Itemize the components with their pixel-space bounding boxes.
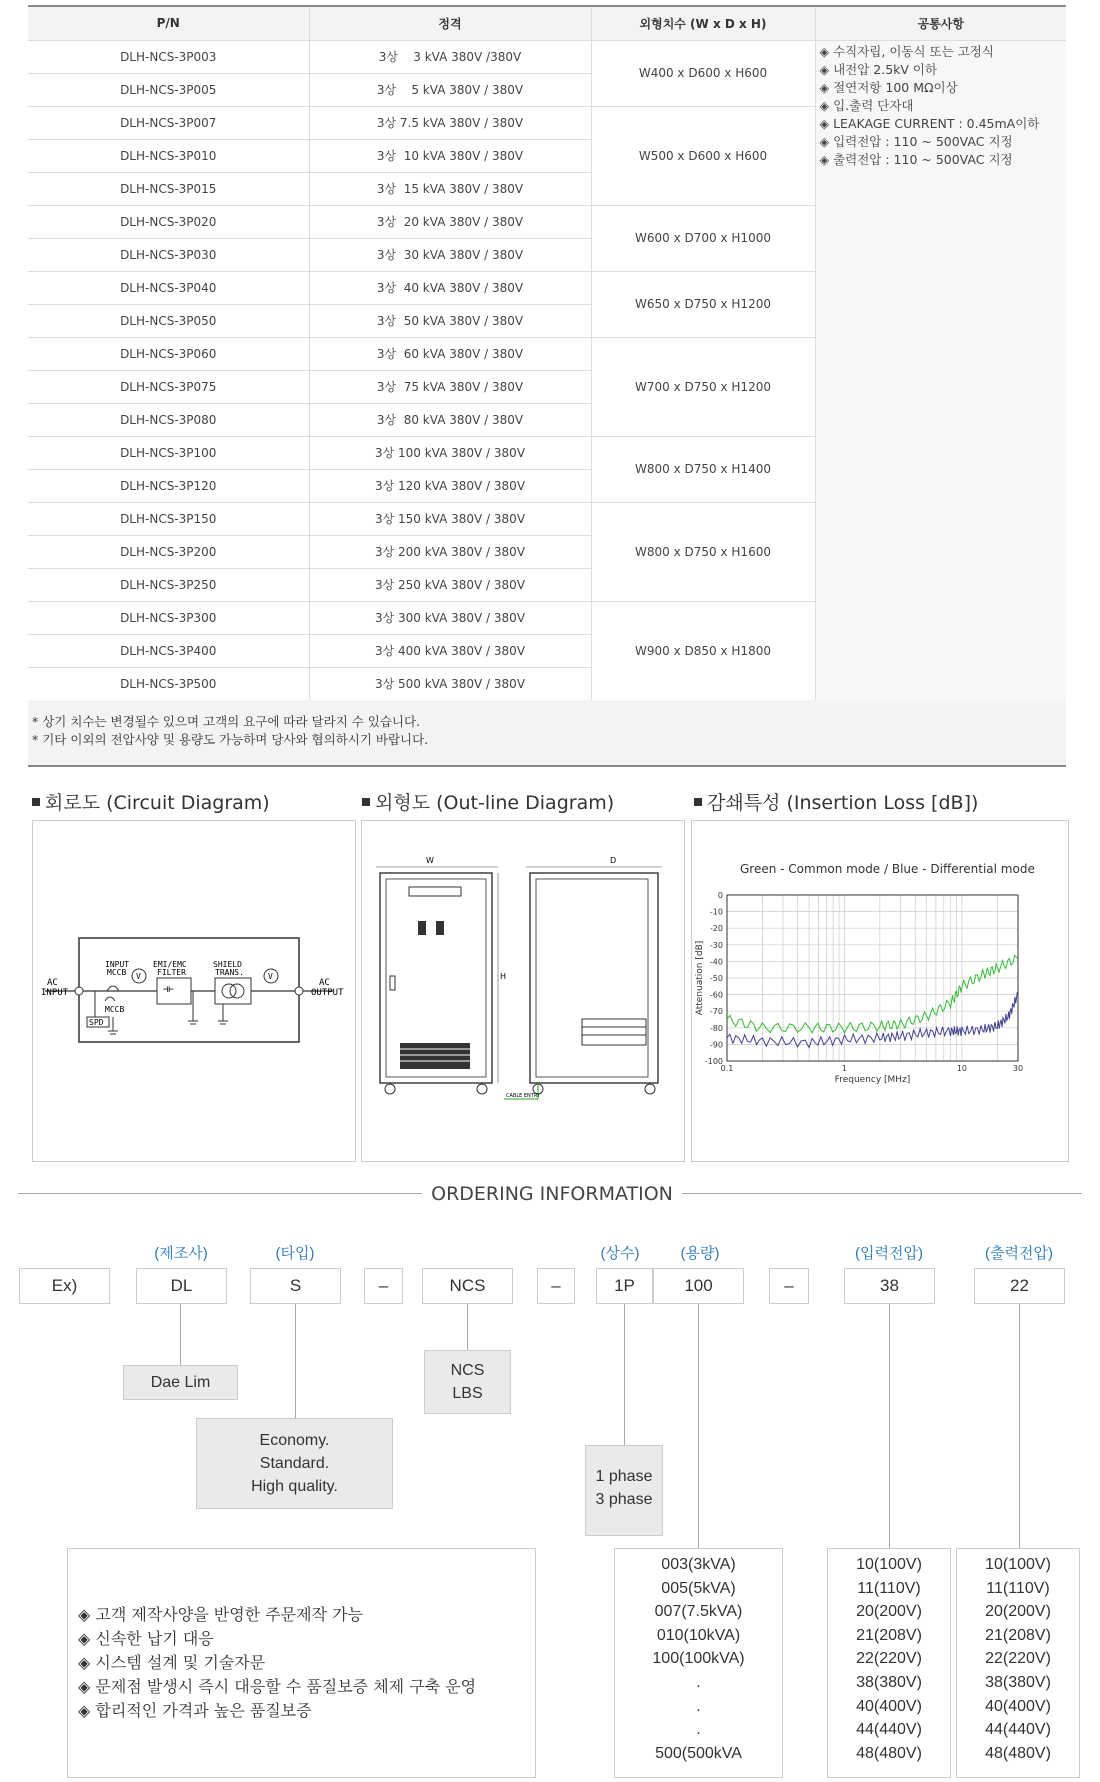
- pn-cell: DLH-NCS-3P040: [28, 271, 309, 304]
- dimension-cell: W650 x D750 x H1200: [591, 271, 815, 337]
- y-tick-label: -20: [709, 924, 723, 934]
- depth-label: D: [610, 856, 617, 865]
- output-voltage-list: [956, 1548, 1080, 1778]
- feature-item: ◈ 문제점 발생시 즉시 대응할 수 품질보증 체제 구축 운영: [78, 1677, 477, 1696]
- pn-cell: DLH-NCS-3P060: [28, 337, 309, 370]
- common-spec-item: ◈ 출력전압 : 110 ~ 500VAC 지정: [819, 151, 1013, 167]
- feature-item: ◈ 고객 제작사양을 반영한 주문제작 가능: [78, 1605, 364, 1624]
- pn-cell: DLH-NCS-3P300: [28, 601, 309, 634]
- type-label: (타입): [275, 1245, 315, 1262]
- phase-description: 1 phase 3 phase: [585, 1445, 663, 1536]
- common-spec-item: ◈ 절연저항 100 MΩ이상: [819, 79, 958, 95]
- dimension-cell: W500 x D600 x H600: [591, 106, 815, 205]
- input-voltage-label: (입력전압): [855, 1245, 923, 1262]
- ac-input-label: AC INPUT: [41, 978, 69, 998]
- y-tick-label: -70: [709, 1007, 723, 1017]
- y-tick-label: -100: [704, 1057, 723, 1066]
- pn-cell: DLH-NCS-3P030: [28, 238, 309, 271]
- capacity-list: [614, 1548, 783, 1778]
- y-tick-label: 0: [717, 891, 723, 900]
- capacity-label: (용량): [680, 1245, 720, 1262]
- connector-line: [889, 1304, 890, 1548]
- spec-table: [28, 5, 1066, 701]
- capacity-option: 500(500kVA: [655, 1744, 742, 1762]
- outline-diagram: [362, 821, 686, 1163]
- output-voltage-option: 21(208V): [985, 1626, 1051, 1644]
- common-specs-cell: [815, 40, 1066, 700]
- feature-item: ◈ 신속한 납기 대응: [78, 1629, 214, 1648]
- input-voltage-option: 11(110V): [857, 1579, 921, 1597]
- pn-cell: DLH-NCS-3P050: [28, 304, 309, 337]
- square-bullet-icon: [362, 798, 370, 806]
- common-spec-item: ◈ 내전압 2.5kV 이하: [819, 61, 938, 77]
- pn-cell: DLH-NCS-3P005: [28, 73, 309, 106]
- order-divider-left: [18, 1193, 422, 1194]
- dimension-cell: W800 x D750 x H1400: [591, 436, 815, 502]
- rating-cell: 3상 80 kVA 380V / 380V: [309, 403, 591, 436]
- feature-item: ◈ 시스템 설계 및 기술자문: [78, 1653, 266, 1672]
- y-tick-label: -10: [709, 907, 723, 917]
- input-voltage-option: 20(200V): [856, 1603, 922, 1621]
- rating-cell: 3상 15 kVA 380V / 380V: [309, 172, 591, 205]
- chart-title: Green - Common mode / Blue - Differential mode: [740, 862, 1035, 876]
- capacity-box: 100: [653, 1268, 744, 1304]
- output-voltage-option: 38(380V): [985, 1673, 1051, 1691]
- ordering-title: ORDERING INFORMATION: [431, 1183, 673, 1205]
- dimension-cell: W600 x D700 x H1000: [591, 205, 815, 271]
- input-voltage-option: 10(100V): [856, 1556, 922, 1573]
- pn-cell: DLH-NCS-3P250: [28, 568, 309, 601]
- rating-cell: 3상 60 kVA 380V / 380V: [309, 337, 591, 370]
- svg-text:V: V: [268, 972, 273, 981]
- model-description: NCS LBS: [424, 1350, 511, 1414]
- insertion-loss-chart: [692, 821, 1070, 1163]
- shield-trans-label: SHIELD TRANS.: [213, 960, 244, 977]
- capacity-option: 100(100kVA): [652, 1650, 745, 1668]
- output-voltage-option: 11(110V): [986, 1579, 1050, 1597]
- type-description: Economy. Standard. High quality.: [196, 1418, 393, 1509]
- x-tick-label: 10: [956, 1064, 968, 1073]
- output-voltage-option: 48(480V): [985, 1744, 1051, 1762]
- input-voltage-option: 38(380V): [856, 1673, 922, 1691]
- dash-box: –: [537, 1268, 575, 1304]
- rating-cell: 3상 400 kVA 380V / 380V: [309, 634, 591, 667]
- pn-cell: DLH-NCS-3P150: [28, 502, 309, 535]
- series-line-differential-mode: [727, 992, 1018, 1047]
- filter-label: EMI/EMC FILTER: [153, 960, 187, 977]
- dimension-cell: W800 x D750 x H1600: [591, 502, 815, 601]
- y-tick-label: -50: [709, 974, 723, 983]
- output-voltage-option: 20(200V): [985, 1603, 1051, 1621]
- connector-line: [295, 1304, 296, 1418]
- output-voltage-option: 40(400V): [985, 1697, 1051, 1715]
- ac-output-label: AC OUTPUT: [311, 978, 344, 998]
- model-box: NCS: [422, 1268, 513, 1304]
- output-voltage-box: 22: [974, 1268, 1065, 1304]
- input-voltage-box: 38: [844, 1268, 935, 1304]
- feature-item: ◈ 합리적인 가격과 높은 품질보증: [78, 1701, 312, 1720]
- pn-cell: DLH-NCS-3P007: [28, 106, 309, 139]
- y-tick-label: -30: [709, 940, 723, 950]
- pn-cell: DLH-NCS-3P015: [28, 172, 309, 205]
- capacity-option: 010(10kVA): [656, 1626, 741, 1644]
- rating-cell: 3상 500 kVA 380V / 380V: [309, 667, 591, 700]
- spec-table-body: [28, 40, 1066, 700]
- rating-cell: 3상 75 kVA 380V / 380V: [309, 370, 591, 403]
- pn-cell: DLH-NCS-3P400: [28, 634, 309, 667]
- input-voltage-option: 48(480V): [856, 1744, 922, 1762]
- circuit-diagram-title: 회로도 (Circuit Diagram): [32, 788, 270, 815]
- common-spec-item: ◈ 입.출력 단자대: [819, 97, 914, 113]
- svg-text:⊣⊢: ⊣⊢: [163, 985, 174, 995]
- dash-box: –: [364, 1268, 403, 1304]
- width-label: W: [426, 856, 434, 865]
- rating-cell: 3상 250 kVA 380V / 380V: [309, 568, 591, 601]
- square-bullet-icon: [694, 798, 702, 806]
- phase-box: 1P: [596, 1268, 653, 1304]
- x-tick-label: 1: [841, 1064, 848, 1073]
- common-spec-item: ◈ 입력전압 : 110 ~ 500VAC 지정: [819, 133, 1013, 149]
- output-voltage-option: 44(440V): [985, 1721, 1051, 1739]
- note-line: * 상기 치수는 변경될수 있으며 고객의 요구에 따라 달라지 수 있습니다.: [32, 714, 421, 729]
- pn-cell: DLH-NCS-3P010: [28, 139, 309, 172]
- table-header-row: [28, 6, 1066, 40]
- connector-line: [180, 1304, 181, 1365]
- x-tick-label: 0.1: [720, 1064, 734, 1073]
- input-voltage-list: [827, 1548, 951, 1778]
- connector-line: [624, 1304, 625, 1445]
- pn-cell: DLH-NCS-3P003: [28, 40, 309, 73]
- input-voltage-option: 40(400V): [856, 1697, 922, 1715]
- circuit-diagram: [33, 821, 357, 1163]
- connector-line: [698, 1304, 699, 1548]
- rating-cell: 3상 40 kVA 380V / 380V: [309, 271, 591, 304]
- maker-box: DL: [136, 1268, 227, 1304]
- pn-cell: DLH-NCS-3P100: [28, 436, 309, 469]
- y-tick-label: -60: [709, 990, 723, 1000]
- rating-cell: 3상 200 kVA 380V / 380V: [309, 535, 591, 568]
- dimension-cell: W700 x D750 x H1200: [591, 337, 815, 436]
- connector-line: [467, 1304, 468, 1350]
- y-tick-label: -80: [709, 1023, 723, 1033]
- dash-box: –: [769, 1268, 809, 1304]
- capacity-option: .: [696, 1673, 701, 1691]
- capacity-option: 007(7.5kVA): [654, 1603, 743, 1621]
- rating-cell: 3상 10 kVA 380V / 380V: [309, 139, 591, 172]
- rating-cell: 3상 7.5 kVA 380V / 380V: [309, 106, 591, 139]
- rating-cell: 3상 150 kVA 380V / 380V: [309, 502, 591, 535]
- output-voltage-label: (출력전압): [985, 1245, 1053, 1262]
- mccb-label: MCCB: [105, 1005, 125, 1014]
- connector-line: [1019, 1304, 1020, 1548]
- height-label: H: [500, 972, 507, 981]
- common-spec-item: ◈ 수직자립, 이동식 또는 고정식: [819, 43, 994, 59]
- x-axis-label: Frequency [MHz]: [834, 1075, 911, 1085]
- notes-box: [28, 700, 1066, 767]
- header-dimensions: 외형치수 (W x D x H): [591, 6, 815, 40]
- type-box: S: [250, 1268, 341, 1304]
- dimension-cell: W900 x D850 x H1800: [591, 601, 815, 700]
- outline-diagram-title: 외형도 (Out-line Diagram): [362, 788, 614, 815]
- capacity-option: 003(3kVA): [661, 1556, 736, 1573]
- square-bullet-icon: [32, 798, 40, 806]
- maker-label: (제조사): [154, 1245, 208, 1262]
- pn-cell: DLH-NCS-3P020: [28, 205, 309, 238]
- features-box: [67, 1548, 536, 1778]
- input-voltage-option: 22(220V): [856, 1650, 922, 1668]
- rating-cell: 3상 100 kVA 380V / 380V: [309, 436, 591, 469]
- series-line-common-mode: [727, 955, 1018, 1033]
- output-voltage-option: 10(100V): [985, 1556, 1051, 1573]
- svg-text:V: V: [136, 972, 141, 981]
- pn-cell: DLH-NCS-3P075: [28, 370, 309, 403]
- rating-cell: 3상 120 kVA 380V / 380V: [309, 469, 591, 502]
- note-line: * 기타 이외의 전압사양 및 용량도 가능하며 당사와 협의하시기 바랍니다.: [32, 732, 429, 747]
- outline-diagram-panel: [361, 820, 685, 1162]
- insertion-loss-panel: [691, 820, 1069, 1162]
- rating-cell: 3상 20 kVA 380V / 380V: [309, 205, 591, 238]
- rating-cell: 3상 3 kVA 380V /380V: [309, 40, 591, 73]
- maker-description: Dae Lim: [123, 1365, 238, 1400]
- dimension-cell: W400 x D600 x H600: [591, 40, 815, 106]
- capacity-option: 005(5kVA): [661, 1579, 736, 1597]
- rating-cell: 3상 5 kVA 380V / 380V: [309, 73, 591, 106]
- pn-cell: DLH-NCS-3P120: [28, 469, 309, 502]
- rating-cell: 3상 50 kVA 380V / 380V: [309, 304, 591, 337]
- capacity-option: .: [696, 1697, 701, 1715]
- phase-label: (상수): [600, 1245, 640, 1262]
- pn-cell: DLH-NCS-3P200: [28, 535, 309, 568]
- header-rating: 정격: [309, 6, 591, 40]
- insertion-loss-title: 감쇄특성 (Insertion Loss [dB]): [694, 788, 978, 815]
- table-row: [28, 40, 1066, 73]
- rating-cell: 3상 30 kVA 380V / 380V: [309, 238, 591, 271]
- pn-cell: DLH-NCS-3P080: [28, 403, 309, 436]
- example-box: Ex): [19, 1268, 110, 1304]
- rating-cell: 3상 300 kVA 380V / 380V: [309, 601, 591, 634]
- input-voltage-option: 21(208V): [856, 1626, 922, 1644]
- output-voltage-option: 22(220V): [985, 1650, 1051, 1668]
- order-divider-right: [682, 1193, 1082, 1194]
- x-tick-label: 30: [1012, 1064, 1024, 1073]
- input-voltage-option: 44(440V): [856, 1721, 922, 1739]
- input-mccb-label: INPUT MCCB: [105, 960, 130, 977]
- y-tick-label: -90: [709, 1040, 723, 1050]
- pn-cell: DLH-NCS-3P500: [28, 667, 309, 700]
- circuit-diagram-panel: [32, 820, 356, 1162]
- common-spec-item: ◈ LEAKAGE CURRENT : 0.45mA이하: [819, 115, 1040, 131]
- spd-label: SPD: [89, 1018, 104, 1027]
- header-common: 공통사항: [815, 6, 1066, 40]
- y-tick-label: -40: [709, 957, 723, 967]
- capacity-option: .: [696, 1721, 701, 1739]
- header-pn: P/N: [28, 6, 309, 40]
- cable-entry-label: CABLE ENTRY: [506, 1093, 541, 1099]
- y-axis-label: Attenuation [dB]: [695, 940, 705, 1016]
